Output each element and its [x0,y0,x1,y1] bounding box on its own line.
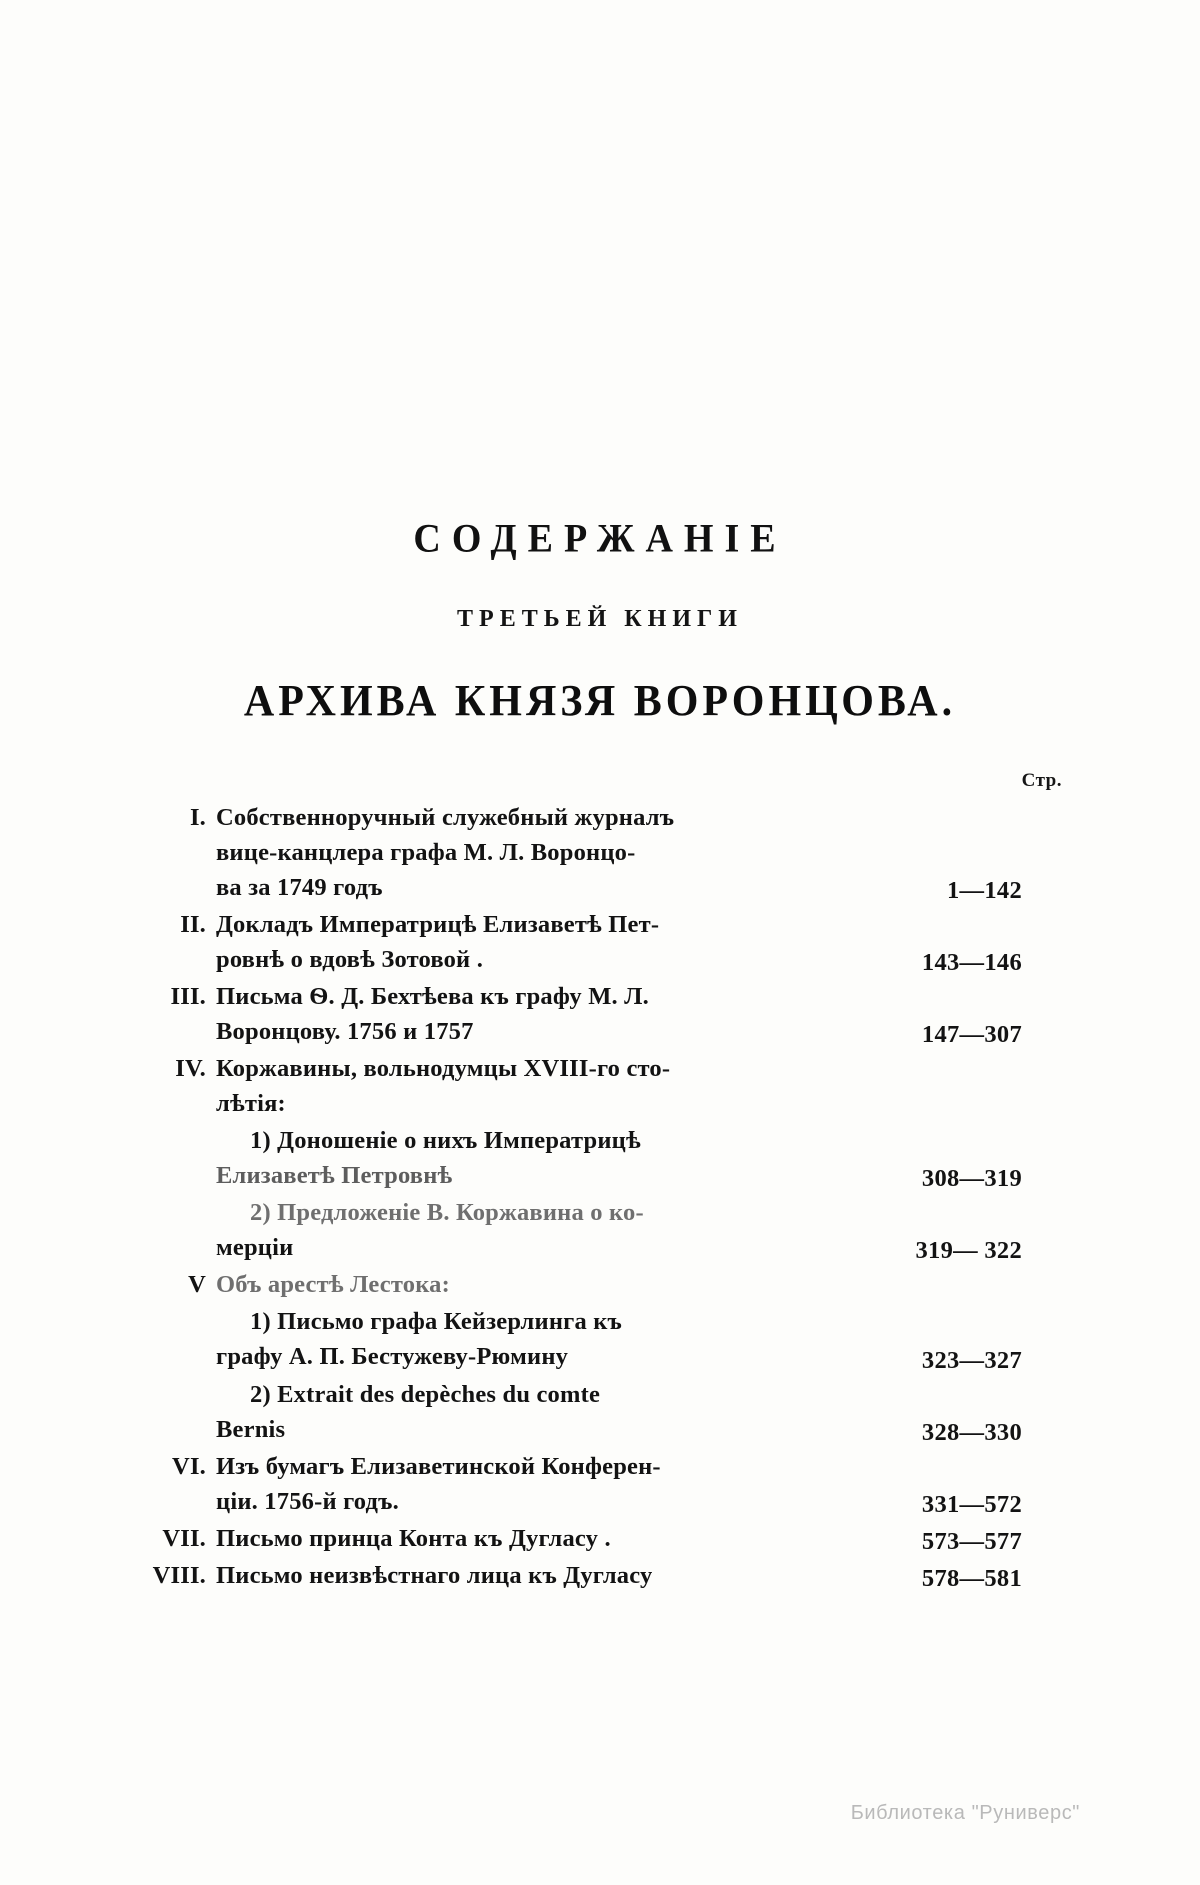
toc-entry-line: мерціи [216,1234,294,1262]
toc-entry-line: 2) Extrait des depèches du comte [250,1380,601,1408]
toc-entry-line: ціи. 1756-й годъ. [216,1487,399,1515]
toc-entry-numeral: V [188,1271,206,1299]
toc-entry-line: ва за 1749 годъ [216,874,383,902]
toc-subentry [150,1123,1050,1193]
toc-entry-line: Докладъ Императрицѣ Елизаветѣ Пет- [216,911,660,939]
toc-entry-numeral: VI. [172,1452,206,1480]
toc-entry-line: вице-канцлера графа М. Л. Воронцо- [216,839,636,867]
toc-entry [150,1558,1050,1593]
toc-entry-pages: 147—307 [921,1021,1022,1049]
toc-entry [150,1521,1050,1556]
toc-entry-line: ровнѣ о вдовѣ Зотовой . [216,946,484,974]
table-of-contents [150,800,1050,1595]
toc-entry-pages: 578—581 [921,1564,1022,1592]
toc-entry-line: Коржавины, вольнодумцы XVIII-го сто- [216,1055,671,1083]
toc-entry [150,907,1050,977]
toc-subentry [150,1195,1050,1265]
toc-entry-line: Bernis [216,1415,286,1443]
toc-entry-pages: 308—319 [921,1165,1022,1193]
toc-entry [150,979,1050,1049]
toc-entry-text [150,1558,870,1593]
toc-entry-line: Елизаветѣ Петровнѣ [216,1162,453,1190]
title-block [0,516,1200,726]
toc-entry-line: лѣтія: [216,1090,286,1118]
toc-subentry [150,1377,1050,1447]
toc-entry-text [150,1304,870,1374]
toc-entry-line: Собственноручный служебный журналъ [216,804,675,831]
toc-entry-numeral: I. [189,804,206,831]
pages-column-header: Стр. [1021,770,1062,791]
toc-entry-text [150,979,870,1049]
toc-entry [150,800,1050,905]
toc-entry-pages: 331—572 [921,1490,1022,1518]
toc-entry-line: 1) Доношеніе о нихъ Императрицѣ [250,1127,641,1155]
toc-entry-line: Воронцову. 1756 и 1757 [216,1018,474,1046]
library-watermark: Библиотека "Руниверс" [850,1802,1080,1824]
subtitle-book-number: ТРЕТЬЕЙ КНИГИ [457,606,743,632]
toc-entry-line: Объ арестѣ Лестока: [216,1271,450,1299]
toc-entry-line: 2) Предложеніе В. Коржавина о ко- [250,1199,644,1227]
toc-entry [150,1449,1050,1519]
toc-entry-pages: 319— 322 [915,1237,1022,1265]
toc-entry-line: Изъ бумагъ Елизаветинской Конферен- [216,1452,661,1480]
toc-entry-text [150,907,870,977]
toc-entry-numeral: VIII. [152,1561,206,1589]
toc-entry-pages: 1—142 [947,877,1022,905]
toc-entry-numeral: II. [180,911,206,939]
toc-entry-numeral: IV. [175,1055,206,1083]
toc-entry-numeral: III. [170,983,206,1011]
toc-entry [150,1051,1050,1121]
toc-entry-text [150,1521,870,1556]
toc-entry-text [150,1195,870,1265]
toc-entry-pages: 328—330 [921,1418,1022,1446]
toc-entry-text [150,1449,870,1519]
toc-entry-line: Письмо неизвѣстнаго лица къ Дугласу [216,1561,653,1589]
toc-entry-pages: 573—577 [921,1527,1022,1555]
toc-entry [150,1267,1050,1302]
work-title: АРХИВА КНЯЗЯ ВОРОНЦОВА. [243,676,957,726]
toc-entry-pages: 143—146 [921,949,1022,977]
toc-entry-text [150,800,870,905]
toc-entry-numeral: VII. [162,1524,206,1552]
toc-entry-pages: 323—327 [921,1346,1022,1374]
toc-entry-text [150,1051,870,1121]
toc-entry-text [150,1267,870,1302]
toc-entry-line: графу А. П. Бестужеву-Рюмину [216,1343,569,1371]
toc-entry-text [150,1377,870,1447]
toc-entry-line: Письма Ѳ. Д. Бехтѣева къ графу М. Л. [216,983,649,1011]
toc-entry-line: Письмо принца Конта къ Дугласу . [216,1524,611,1552]
toc-entry-line: 1) Письмо графа Кейзерлинга къ [250,1308,623,1336]
page-title: СОДЕРЖАНІЕ [413,516,787,562]
toc-subentry [150,1304,1050,1374]
toc-entry-text [150,1123,870,1193]
